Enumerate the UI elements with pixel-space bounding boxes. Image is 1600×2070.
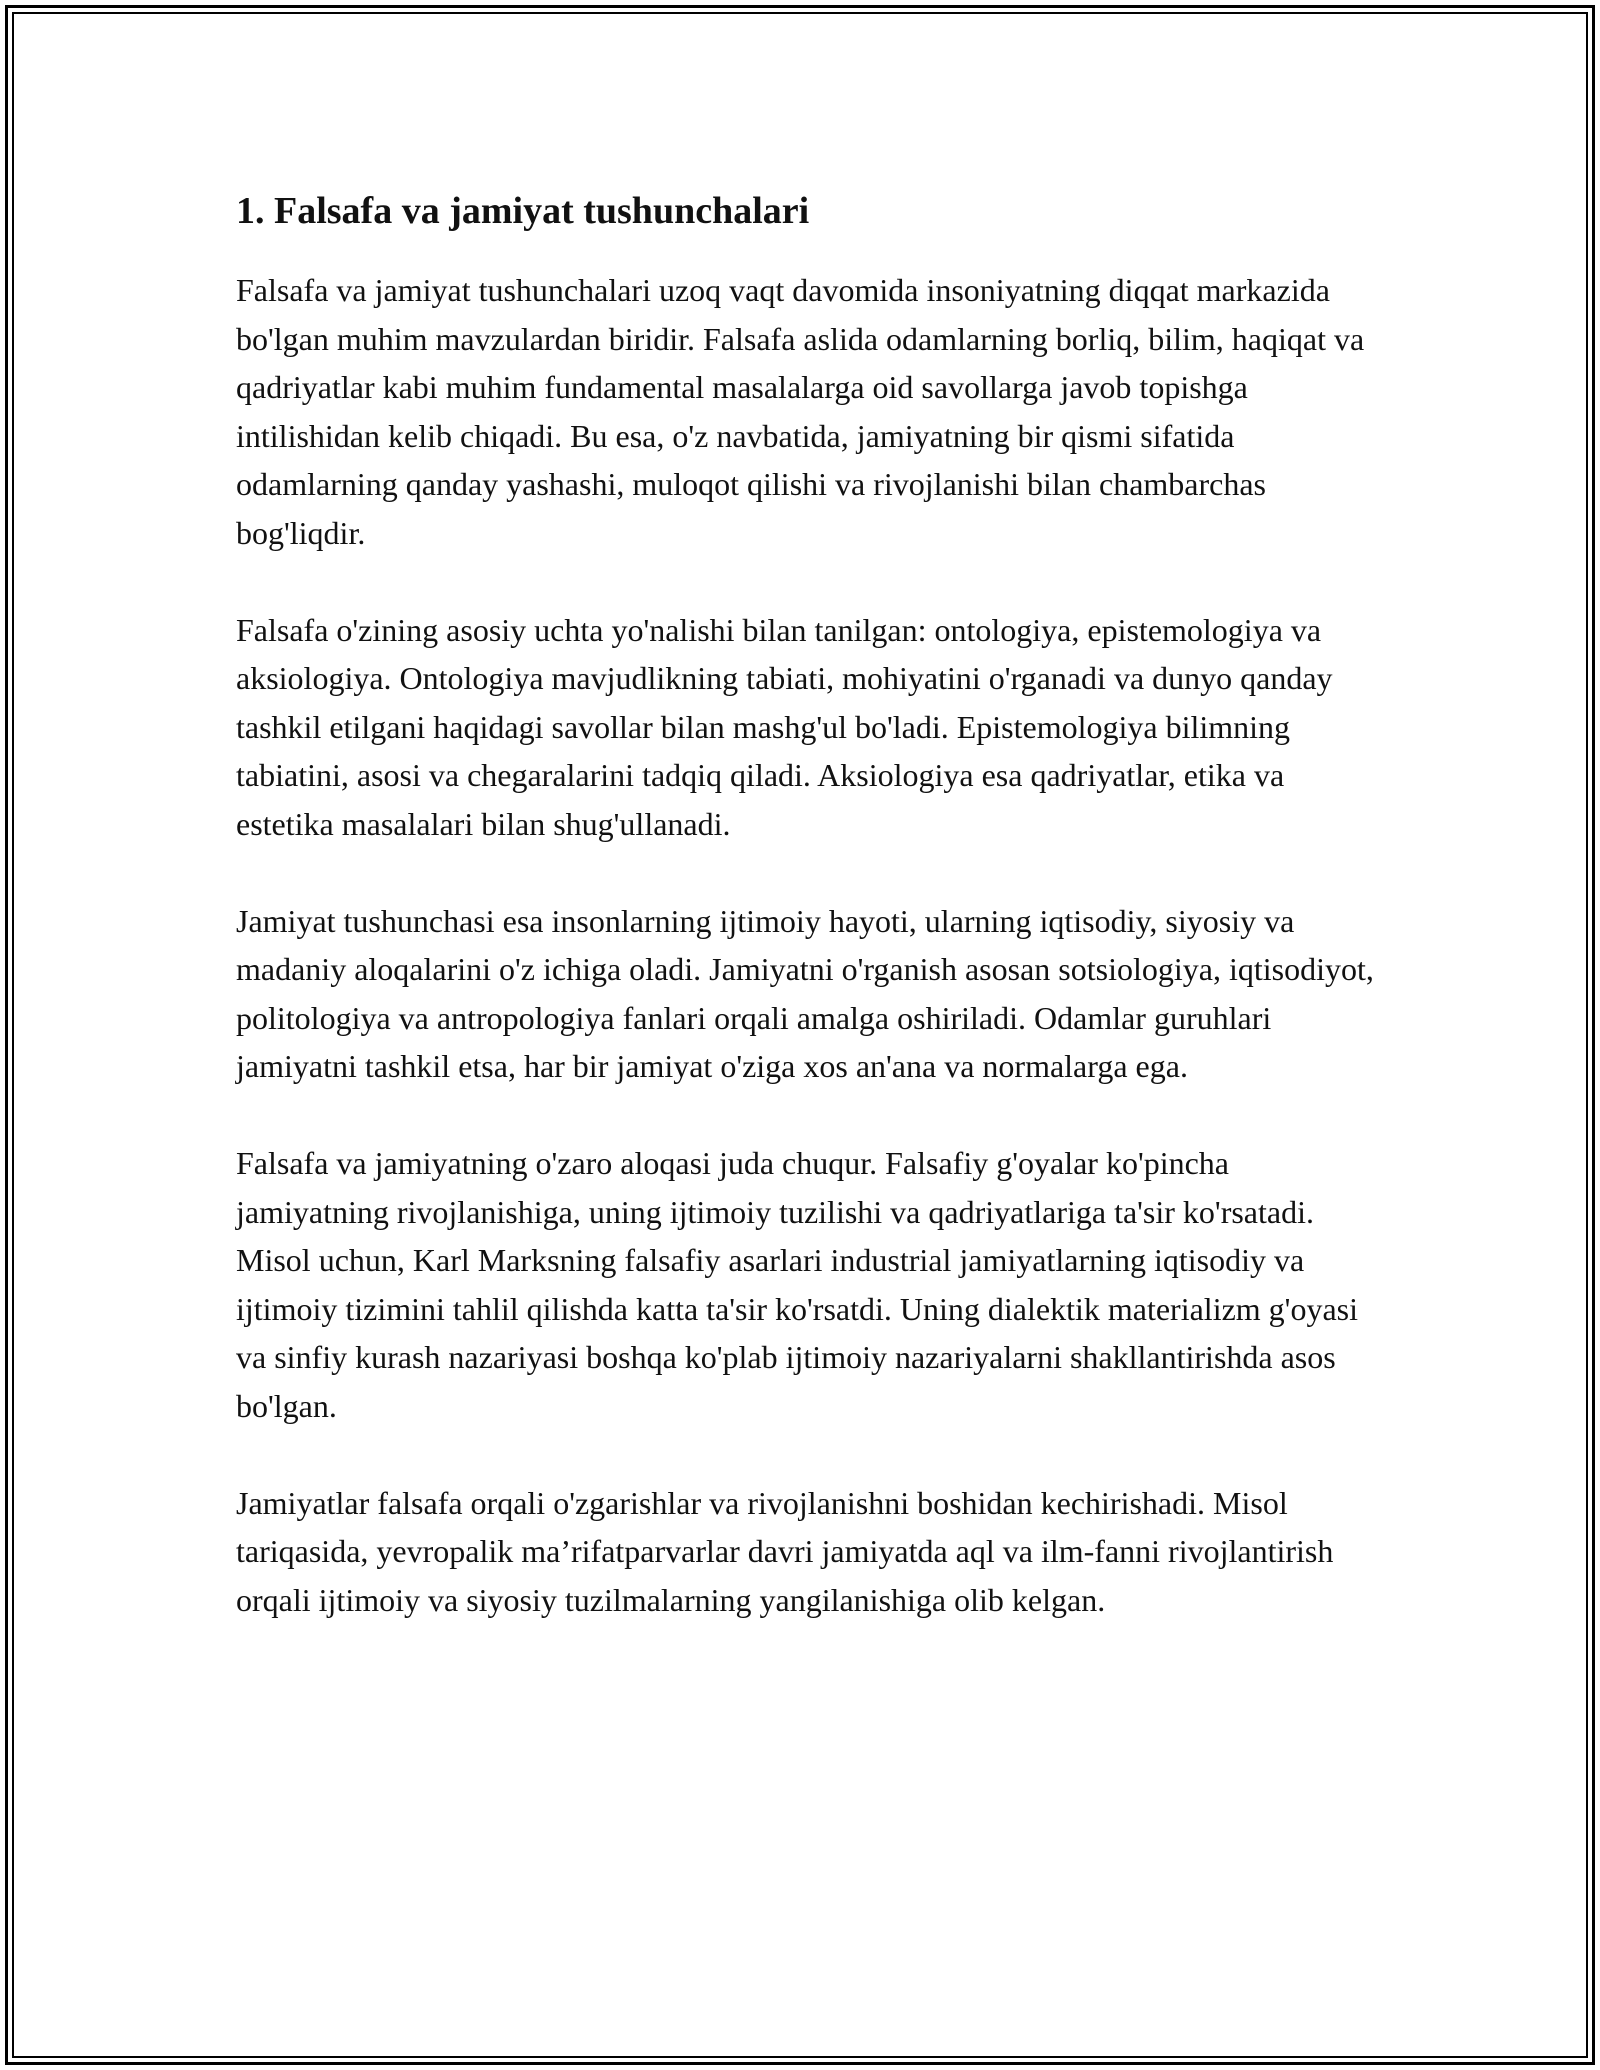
paragraph-1: Falsafa va jamiyat tushunchalari uzoq vaqt davomida insoniyatning diqqat markazida bo'lgan muhim mavzulardan biridir. Falsafa aslida odamlarning borliq, bilim, haqiqat va qadriyatlar kabi muhim fundamental masalalarga oid savollarga javob topishga intilishidan kelib chiqadi. Bu esa, o'z navbatida, jamiyatning bir qismi sifatida odamlarning qanday yashashi, muloqot qilishi va rivojlanishi bilan chambarchas bog'liqdir. <box>236 272 1365 551</box>
document-body <box>236 186 1376 1673</box>
paragraph-3: Jamiyat tushunchasi esa insonlarning ijtimoiy hayoti, ularning iqtisodiy, siyosiy va madaniy aloqalarini o'z ichiga oladi. Jamiyatni o'rganish asosan sotsiologiya, iqtisodiyot, politologiya va antropologiya fanlari orqali amalga oshiriladi. Odamlar guruhlari jamiyatni tashkil etsa, har bir jamiyat o'ziga xos an'ana va normalarga ega. <box>236 902 1374 1084</box>
paragraph-2: Falsafa o'zining asosiy uchta yo'nalishi bilan tanilgan: ontologiya, epistemologiya va aksiologiya. Ontologiya mavjudlikning tabiati, mohiyatini o'rganadi va dunyo qanday tashkil etilgani haqidagi savollar bilan mashg'ul bo'ladi. Epistemologiya bilimning tabiatini, asosi va chegaralarini tadqiq qiladi. Aksiologiya esa qadriyatlar, etika va estetika masalalari bilan shug'ullanadi. <box>236 611 1333 842</box>
section-title: 1. Falsafa va jamiyat tushunchalari <box>236 190 810 232</box>
paragraph-4: Falsafa va jamiyatning o'zaro aloqasi juda chuqur. Falsafiy g'oyalar ko'pincha jamiyatning rivojlanishiga, uning ijtimoiy tuzilishi va qadriyatlariga ta'sir ko'rsatadi. Misol uchun, Karl Marksning falsafiy asarlari industrial jamiyatlarning iqtisodiy va ijtimoiy tizimini tahlil qilishda katta ta'sir ko'rsatdi. Uning dialektik materializm g'oyasi va sinfiy kurash nazariyasi boshqa ko'plab ijtimoiy nazariyalarni shakllantirishda asos bo'lgan. <box>236 1145 1358 1424</box>
paragraph-5: Jamiyatlar falsafa orqali o'zgarishlar va rivojlanishni boshidan kechirishadi. Misol tariqasida, yevropalik ma’rifatparvarlar davri jamiyatda aql va ilm-fanni rivojlantirish orqali ijtimoiy va siyosiy tuzilmalarning yangilanishiga olib kelgan. <box>236 1484 1334 1618</box>
